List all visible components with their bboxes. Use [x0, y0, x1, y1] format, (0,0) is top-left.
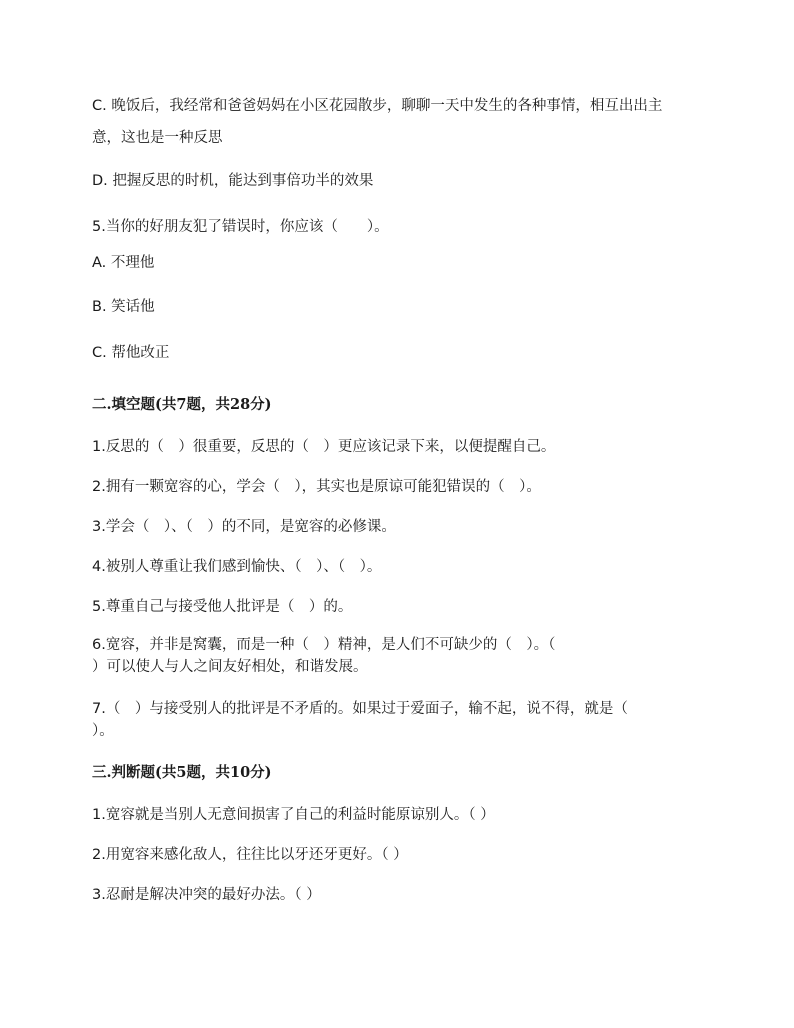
fill-question-2: 2.拥有一颗宽容的心，学会（ ），其实也是原谅可能犯错误的（ ）。 — [92, 479, 541, 495]
section-3-heading: 三.判断题(共5题，共10分) — [92, 764, 272, 781]
fill-question-1: 1.反思的（ ）很重要，反思的（ ）更应该记录下来，以便提醒自己。 — [92, 439, 556, 455]
fill-question-7-line2: ）。 — [92, 723, 114, 739]
fill-question-6-line2: ）可以使人与人之间友好相处，和谐发展。 — [92, 659, 368, 675]
fill-question-6 — [92, 634, 555, 678]
option-c-text — [92, 90, 712, 154]
fill-question-5: 5.尊重自己与接受他人批评是（ ）的。 — [92, 599, 353, 615]
fill-question-3: 3.学会（ ）、（ ）的不同，是宽容的必修课。 — [92, 519, 396, 535]
option-d-text: D. 把握反思的时机，能达到事倍功半的效果 — [92, 173, 374, 189]
fill-question-7-line1: 7.（ ）与接受别人的批评是不矛盾的。如果过于爱面子，输不起，说不得，就是（ — [92, 701, 628, 717]
option-c-line2: 意，这也是一种反思 — [92, 130, 223, 146]
option-c-line1: C. 晚饭后，我经常和爸爸妈妈在小区花园散步，聊聊一天中发生的各种事情，相互出出主 — [92, 98, 663, 114]
fill-question-6-line1: 6.宽容，并非是窝囊，而是一种（ ）精神，是人们不可缺少的（ ）。（ — [92, 637, 556, 653]
question-5-option-a: A. 不理他 — [92, 255, 155, 271]
fill-question-4: 4.被别人尊重让我们感到愉快、（ ）、（ ）。 — [92, 559, 382, 575]
question-5-option-b: B. 笑话他 — [92, 299, 155, 315]
question-5: 5.当你的好朋友犯了错误时，你应该（ ）。 — [92, 219, 389, 235]
section-2-heading: 二.填空题(共7题，共28分) — [92, 396, 272, 413]
judge-question-1: 1.宽容就是当别人无意间损害了自己的利益时能原谅别人。（ ） — [92, 807, 495, 823]
fill-question-7 — [92, 698, 628, 742]
judge-question-2: 2.用宽容来感化敌人，往往比以牙还牙更好。（ ） — [92, 847, 408, 863]
question-5-option-c: C. 帮他改正 — [92, 345, 170, 361]
judge-question-3: 3.忍耐是解决冲突的最好办法。（ ） — [92, 887, 321, 903]
